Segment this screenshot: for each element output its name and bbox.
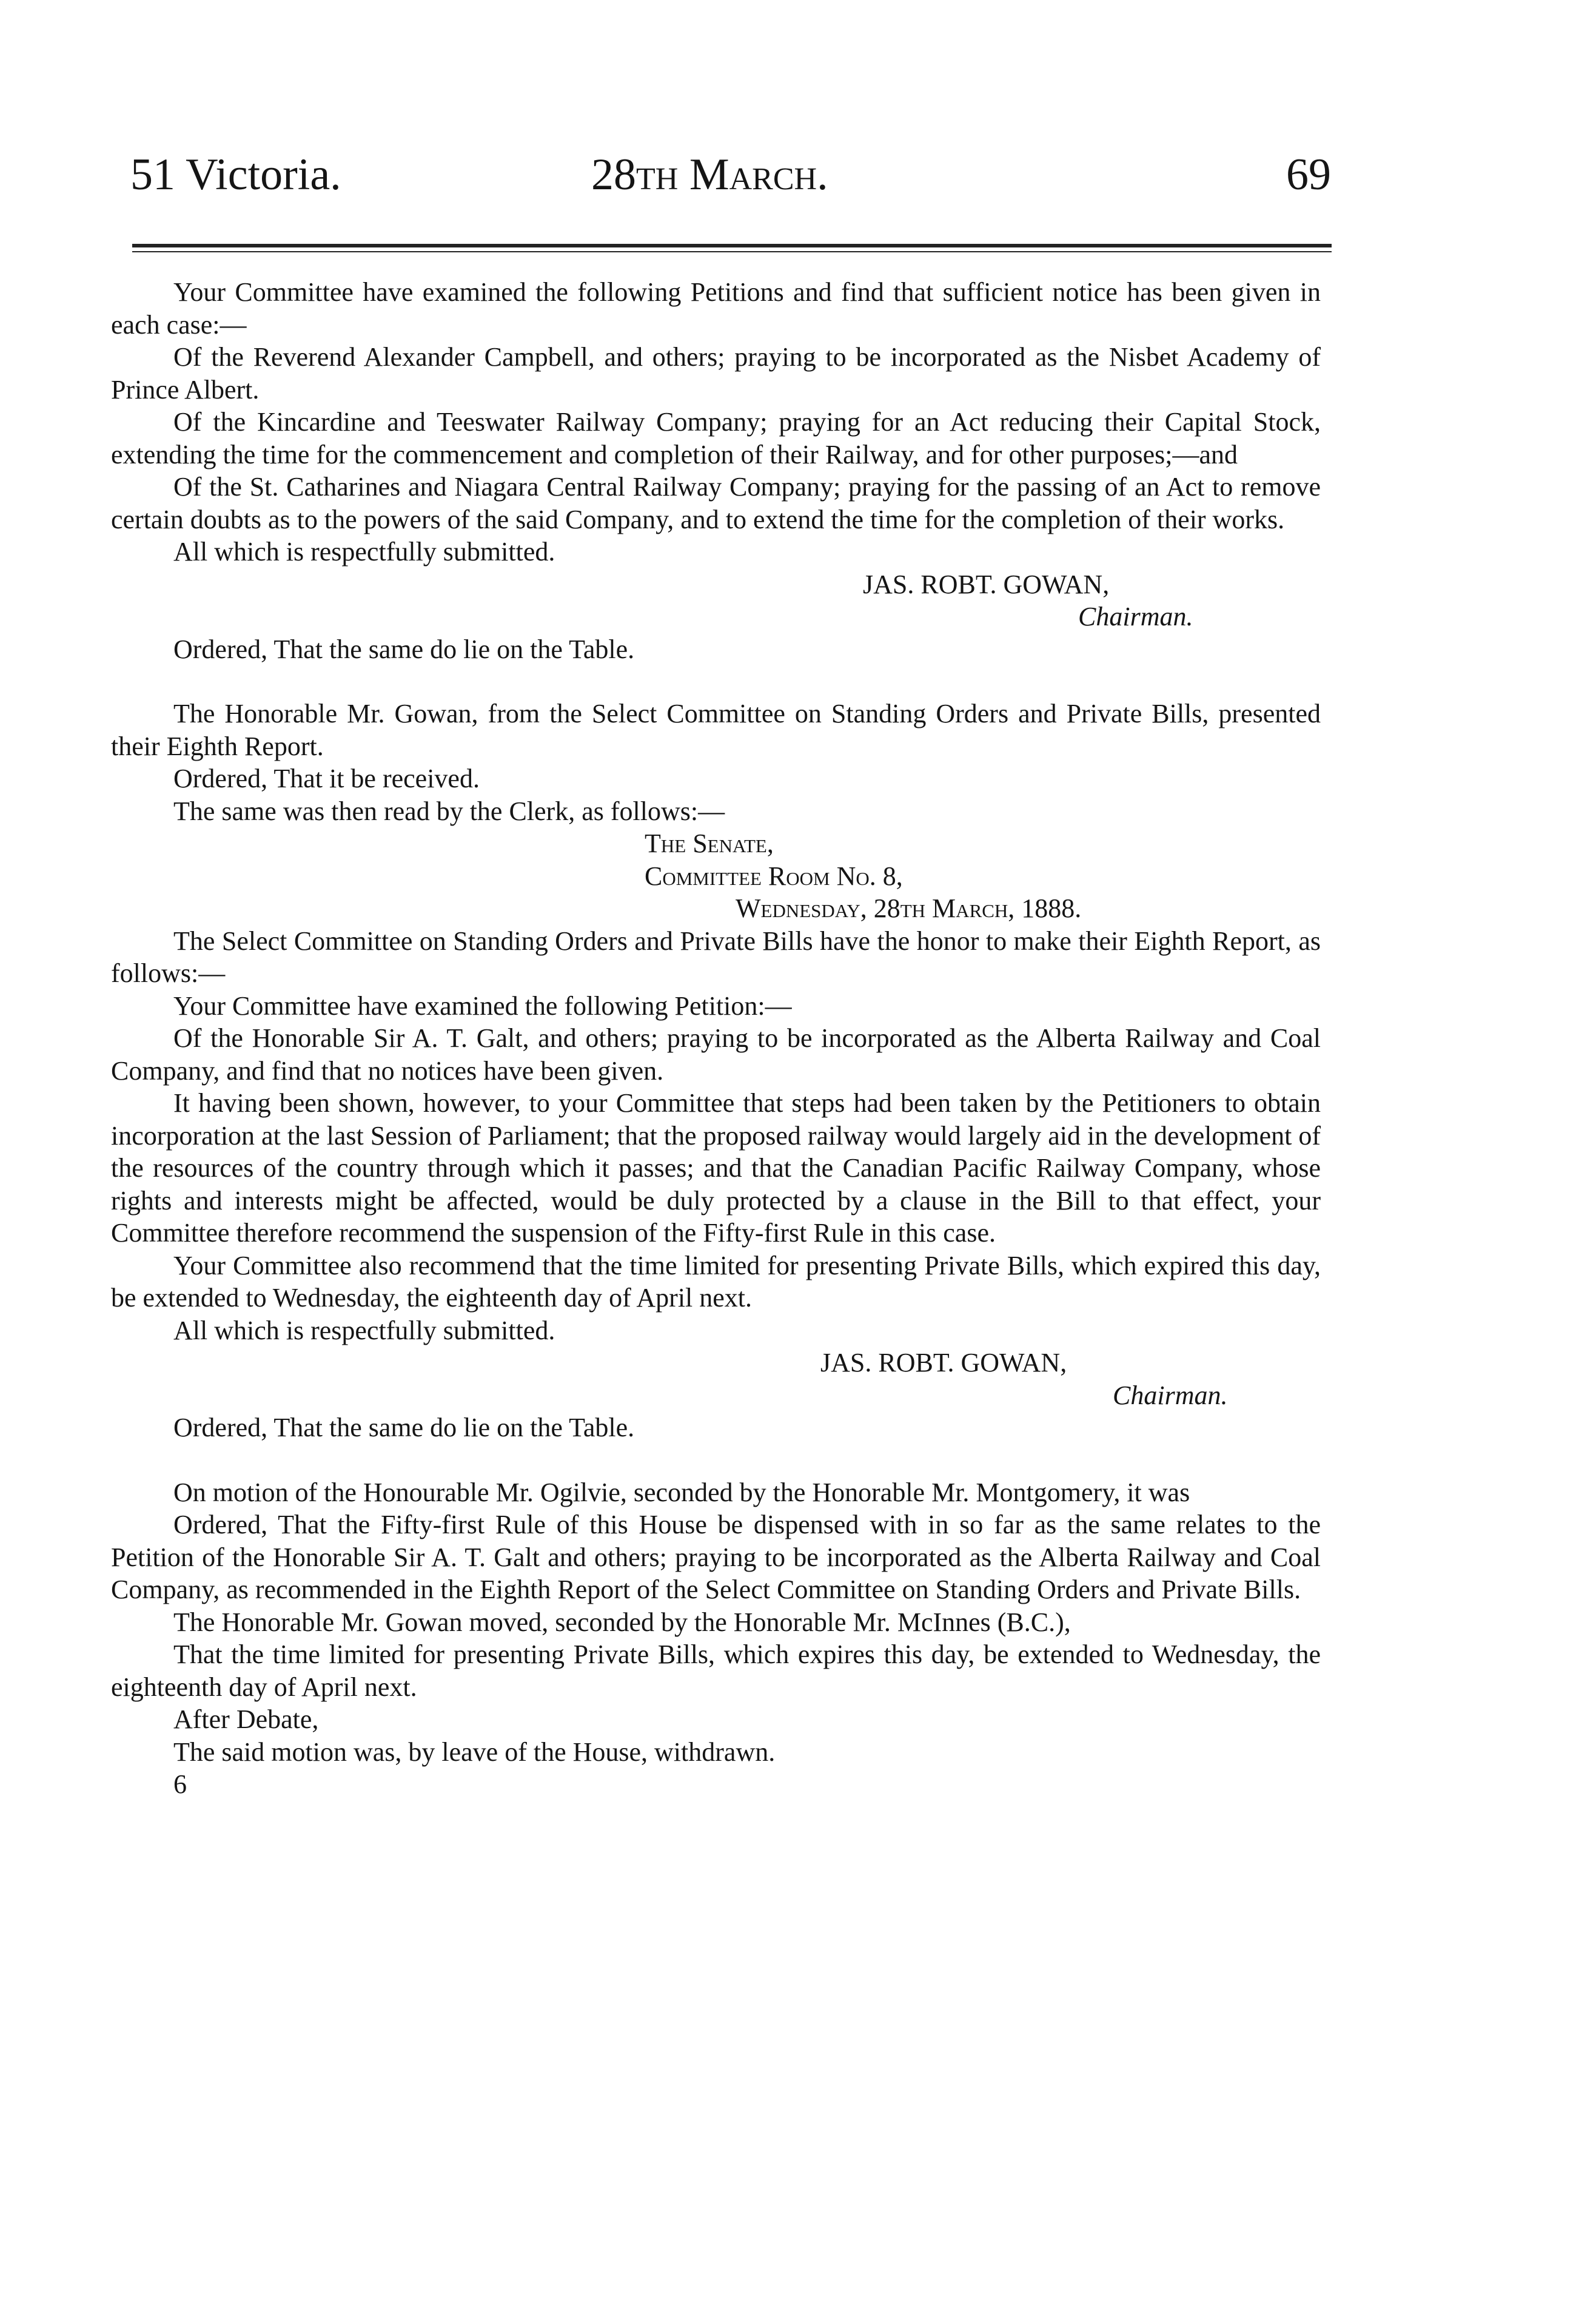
paragraph: Of the Reverend Alexander Campbell, and others; praying to be incorporated as the Nisbet Academy of Prince Albert. xyxy=(111,342,1321,405)
paragraph: Of the St. Catharines and Niagara Central Railway Company; praying for the passing of an Act to remove certain doubts as to the powers of the said Company, and to extend the time for the completion of their works. xyxy=(111,472,1321,534)
paragraph: The Select Committee on Standing Orders and Private Bills have the honor to make their Eighth Report, as follows:— xyxy=(111,926,1321,988)
paragraph: Ordered, That it be received. xyxy=(173,764,480,793)
paragraph: Your Committee have examined the following Petition:— xyxy=(173,990,792,1021)
paragraph: Your Committee have examined the following Petitions and find that sufficient notice has been given in each case:— xyxy=(111,277,1321,340)
paragraph: Ordered, That the same do lie on the Table. xyxy=(173,634,635,664)
header-rule-thin xyxy=(132,251,1332,252)
address-senate: The Senate, xyxy=(645,829,774,858)
paragraph: Of the Honorable Sir A. T. Galt, and others; praying to be incorporated as the Alberta Railway and Coal Company, and find that no notices have been given. xyxy=(111,1023,1321,1086)
paragraph: It having been shown, however, to your Committee that steps had been taken by the Petitioners to obtain incorporation at the last Session of Parliament; that the proposed railway would largely aid in the development of the resources of the country through which it passes; and that the Canadian Pacific Railway Company, whose rights and interests might be affected, would be duly protected by a clause in the Bill to that effect, your Committee therefore recommend the suspension of the Fifty-first Rule in this case. xyxy=(111,1088,1321,1248)
paragraph: Your Committee also recommend that the time limited for presenting Private Bills, which expired this day, be extended to Wednesday, the eighteenth day of April next. xyxy=(111,1250,1321,1313)
chairman-signature: JAS. ROBT. GOWAN, xyxy=(820,1348,1067,1377)
spacer xyxy=(111,1444,1321,1476)
paragraph: The Honorable Mr. Gowan moved, seconded by the Honorable Mr. McInnes (B.C.), xyxy=(173,1607,1071,1637)
running-header xyxy=(130,144,1331,205)
address-room-text: Committee Room No. 8, xyxy=(645,861,903,891)
chairman-title: Chairman. xyxy=(1078,602,1193,631)
paragraph: All which is respectfully submitted. xyxy=(173,1315,555,1345)
chairman-title: Chairman. xyxy=(1113,1380,1228,1410)
page-body xyxy=(111,276,1321,1801)
paragraph: Ordered, That the Fifty-first Rule of this House be dispensed with in so far as the same relates to the Petition of the Honorable Sir A. T. Galt and others; praying to be incorporated as the Alberta Railway and Coal Company, as recommended in the Eighth Report of the Select Committee on Standing Orders and Private Bills. xyxy=(111,1510,1321,1604)
header-session: 51 Victoria. xyxy=(130,150,341,200)
chairman-signature: JAS. ROBT. GOWAN, xyxy=(863,569,1110,599)
header-date: 28th March. xyxy=(591,150,828,200)
paragraph: On motion of the Honourable Mr. Ogilvie, seconded by the Honorable Mr. Montgomery, it was xyxy=(173,1477,1190,1507)
paragraph: Of the Kincardine and Teeswater Railway Company; praying for an Act reducing their Capital Stock, extending the time for the commencement and completion of their Railway, and for other purposes;—and xyxy=(111,407,1321,469)
paragraph: Ordered, That the same do lie on the Table. xyxy=(173,1413,635,1442)
address-date xyxy=(111,892,1321,925)
header-rule-thick xyxy=(132,244,1332,247)
paragraph: All which is respectfully submitted. xyxy=(173,537,555,567)
paragraph: The Honorable Mr. Gowan, from the Select Committee on Standing Orders and Private Bills, presented their Eighth Report. xyxy=(111,699,1321,761)
spacer xyxy=(111,665,1321,698)
paragraph: That the time limited for presenting Private Bills, which expires this day, be extended to Wednesday, the eighteenth day of April next. xyxy=(111,1639,1321,1702)
address-room xyxy=(111,860,1321,893)
paragraph: The said motion was, by leave of the House, withdrawn. xyxy=(173,1737,776,1767)
paragraph: The same was then read by the Clerk, as follows:— xyxy=(173,796,725,826)
signature-mark: 6 xyxy=(173,1769,187,1799)
page-number: 69 xyxy=(1286,150,1331,200)
address-date-text: Wednesday, 28th March, 1888. xyxy=(736,893,1082,923)
paragraph: After Debate, xyxy=(173,1704,319,1734)
